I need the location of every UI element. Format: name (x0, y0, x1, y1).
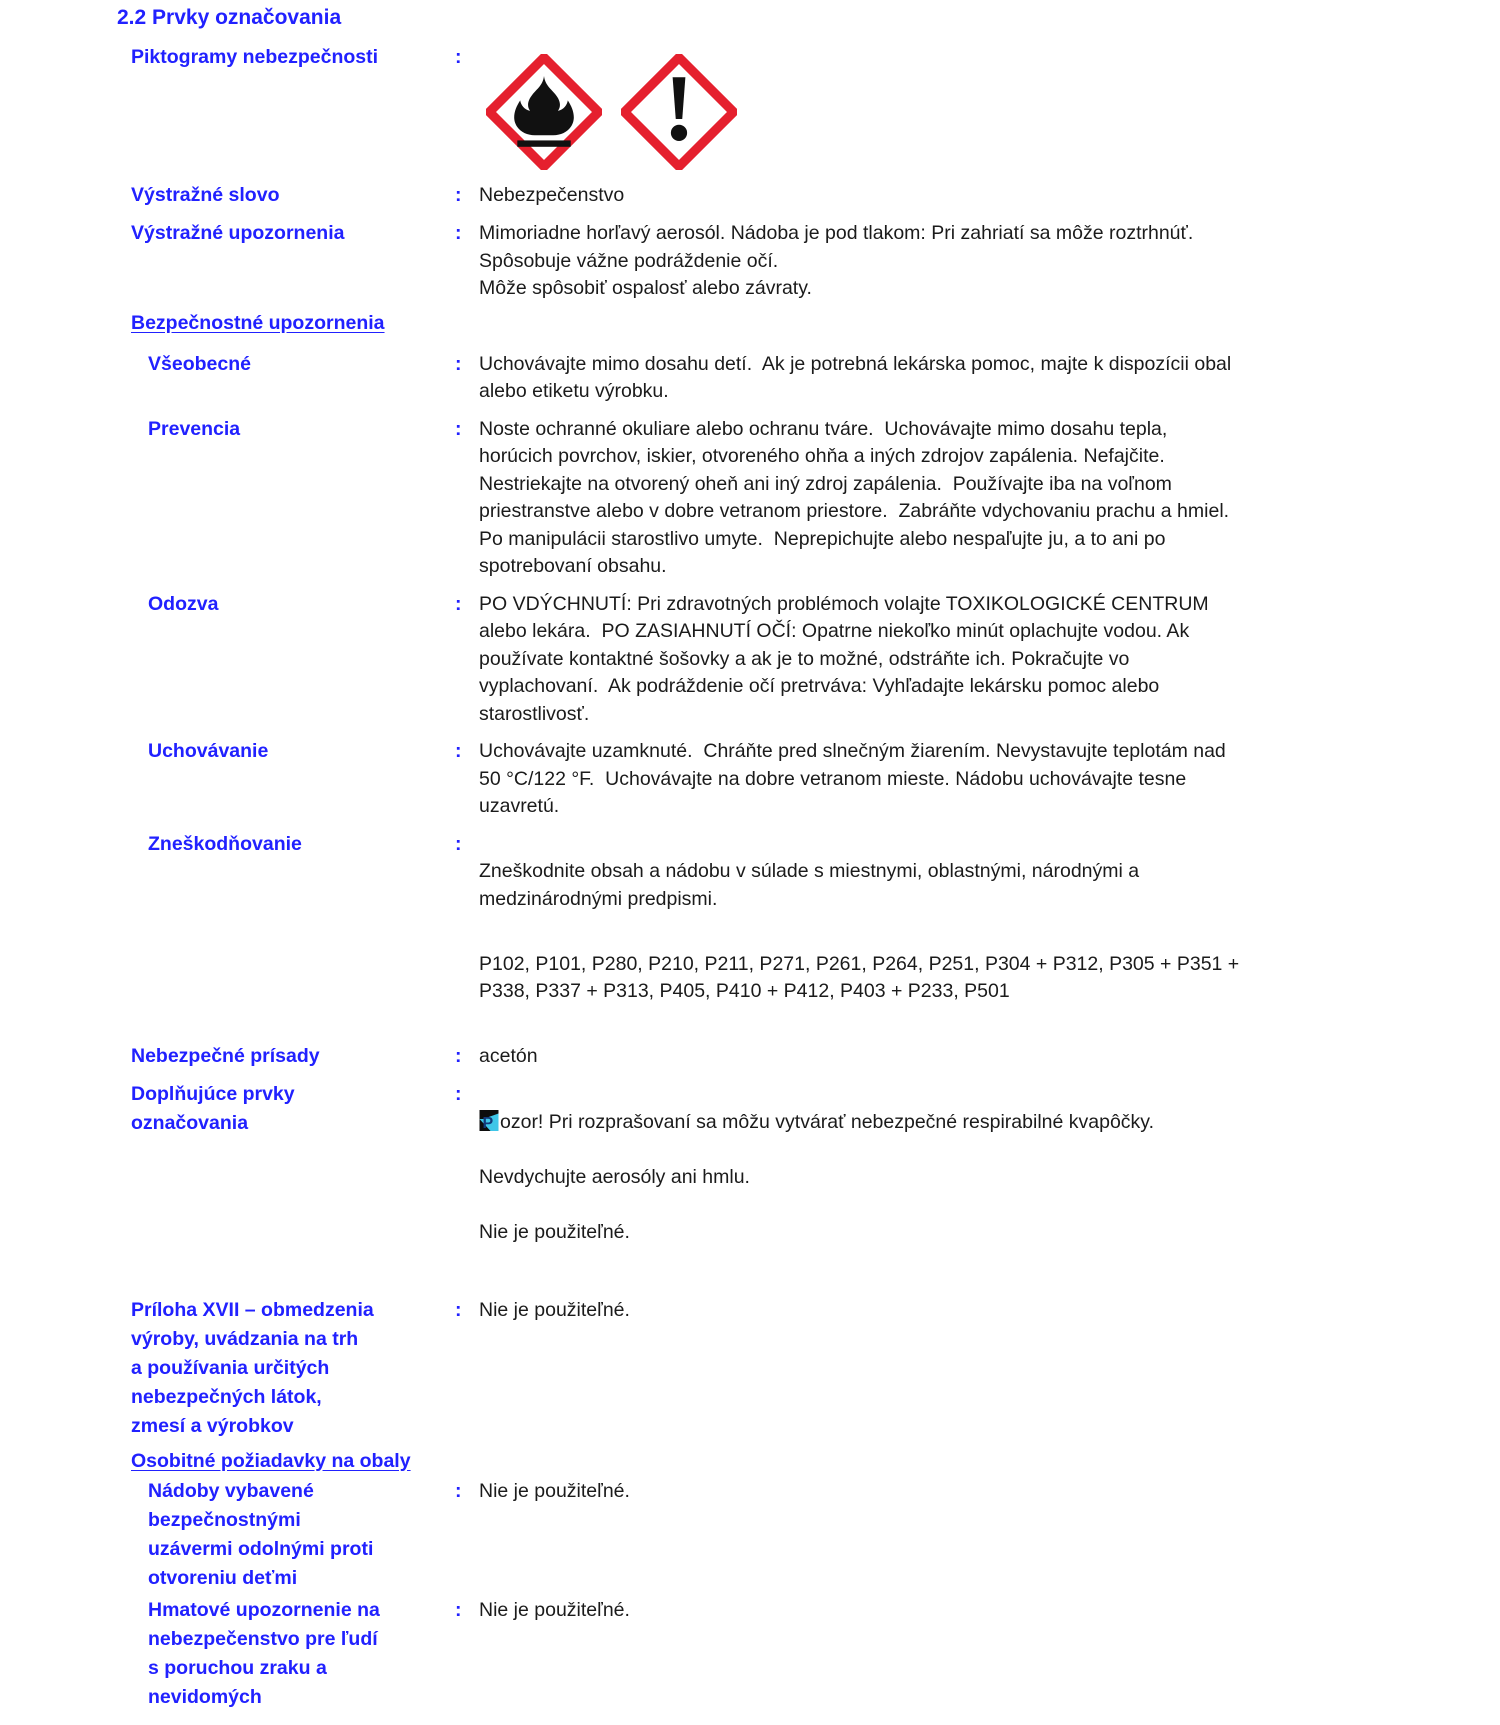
disposal-p-codes: P102, P101, P280, P210, P211, P271, P261, P264, P251, P304 + P312, P305 + P351 + P338, P337 + P313, P405, P410 + P412, P403 + P233, P501 (479, 952, 1240, 1002)
pozor-artifact-icon (479, 1110, 499, 1131)
row-prevention (117, 415, 1412, 581)
disposal-value (479, 830, 1412, 1034)
prevention-value: Noste ochranné okuliare alebo ochranu tváre. Uchovávajte mimo dosahu tepla, horúcich povrchov, iskier, otvoreného ohňa a iných zdrojov zapálenia. Nefajčite. Nestriekajte na otvorený oheň ani iný zdroj zapálenia. Používajte iba na voľnom priestranstve alebo v dobre vetranom priestore. Zabráňte vdychovaniu prachu a hmiel. Po manipulácii starostlivo umyte. Neprepichujte alebo nespaľujte ju, a to ani po spotrebovaní obsahu. (479, 417, 1230, 577)
colon: : (455, 417, 462, 440)
storage-value: Uchovávajte uzamknuté. Chráňte pred slnečným žiarením. Nevystavujte teplotám nad 50 °C/122 °F. Uchovávajte na dobre vetranom mieste. Nádobu uchovávajte tesne uzavretú. (479, 740, 1226, 817)
colon: : (455, 1083, 462, 1105)
row-hazard-pictograms (117, 43, 1412, 172)
signal-word-value: Nebezpečenstvo (479, 184, 625, 206)
row-general (117, 350, 1412, 406)
row-hazardous-ingredients (117, 1042, 1412, 1071)
response-value: PO VDÝCHNUTÍ: Pri zdravotných problémoch volajte TOXIKOLOGICKÉ CENTRUM alebo lekára. PO ZASIAHNUTÍ OČÍ: Opatrne niekoľko minút oplachujte vodou. Ak používate kontaktné šošovky a ak je to možné, odstráňte ich. Pokračujte vo vyplachovaní. Ak podráždenie očí pretrváva: Vyhľadajte lekársku pomoc alebo starostlivosť. (479, 592, 1209, 725)
row-child-resistant-fastenings (117, 1477, 1412, 1593)
colon: : (455, 184, 462, 206)
precautionary-statements-header: Bezpečnostné upozornenia (131, 311, 385, 334)
hazard-statements-value: Mimoriadne horľavý aerosól. Nádoba je pod tlakom: Pri zahriatí sa môže roztrhnúť. Spôsobuje vážne podráždenie očí. Môže spôsobiť ospalosť alebo závraty. (479, 222, 1194, 299)
row-hazard-statements (117, 219, 1412, 303)
row-annex-xvii (117, 1296, 1412, 1441)
general-label: Všeobecné (148, 352, 251, 375)
hazardous-ingredients-value: acetón (479, 1045, 538, 1067)
supplemental-line3: Nie je použiteľné. (479, 1220, 630, 1243)
row-storage (117, 737, 1412, 821)
colon: : (455, 1298, 462, 1321)
ghs-flame-icon (486, 54, 602, 170)
colon: : (455, 592, 462, 615)
disposal-label: Zneškodňovanie (148, 832, 302, 855)
storage-label: Uchovávanie (148, 740, 269, 762)
annex-xvii-label: Príloha XVII – obmedzenia výroby, uvádzania na trh a používania určitých nebezpečných látok, zmesí a výrobkov (131, 1298, 374, 1437)
ghs-pictograms (479, 43, 1412, 172)
general-value: Uchovávajte mimo dosahu detí. Ak je potrebná lekárska pomoc, majte k dispozícii obal alebo etiketu výrobku. (479, 352, 1232, 402)
row-response (117, 590, 1412, 729)
annex-xvii-value: Nie je použiteľné. (479, 1298, 630, 1321)
colon: : (455, 1479, 462, 1502)
colon: : (455, 46, 462, 68)
row-disposal (117, 830, 1412, 1034)
colon: : (455, 352, 462, 375)
supplemental-value (479, 1080, 1412, 1274)
tactile-warning-value: Nie je použiteľné. (479, 1598, 630, 1621)
hazardous-ingredients-label: Nebezpečné prísady (131, 1045, 320, 1067)
response-label: Odozva (148, 592, 219, 615)
row-supplemental-labelling (117, 1080, 1412, 1274)
supplemental-label: Doplňujúce prvky označovania (131, 1083, 295, 1134)
child-resistant-value: Nie je použiteľné. (479, 1479, 630, 1502)
colon: : (455, 1598, 462, 1621)
hazard-statements-label: Výstražné upozornenia (131, 222, 345, 244)
signal-word-label: Výstražné slovo (131, 184, 280, 206)
row-signal-word (117, 181, 1412, 210)
row-tactile-warning (117, 1596, 1412, 1712)
supplemental-line1-text: ozor! Pri rozprašovaní sa môžu vytvárať nebezpečné respirabilné kvapôčky. (500, 1110, 1155, 1133)
ghs-exclamation-icon (621, 54, 737, 170)
hazard-pictograms-label: Piktogramy nebezpečnosti (131, 46, 379, 68)
colon: : (455, 832, 462, 855)
disposal-text: Zneškodnite obsah a nádobu v súlade s miestnymi, oblastnými, národnými a medzinárodnými predpismi. (479, 860, 1140, 910)
colon: : (455, 1045, 462, 1067)
prevention-label: Prevencia (148, 417, 241, 440)
packaging-requirements-header: Osobitné požiadavky na obaly (131, 1449, 411, 1472)
tactile-warning-label: Hmatové upozornenie na nebezpečenstvo pre ľudí s poruchou zraku a nevidomých (148, 1598, 380, 1708)
svg-text:P: P (482, 1114, 494, 1131)
child-resistant-label: Nádoby vybavené bezpečnostnými uzávermi odolnými proti otvoreniu deťmi (148, 1479, 374, 1589)
section-heading: 2.2 Prvky označovania (117, 6, 342, 29)
colon: : (455, 740, 462, 762)
supplemental-line1 (479, 1109, 1412, 1137)
supplemental-line2: Nevdychujte aerosóly ani hmlu. (479, 1165, 750, 1188)
colon: : (455, 222, 462, 244)
